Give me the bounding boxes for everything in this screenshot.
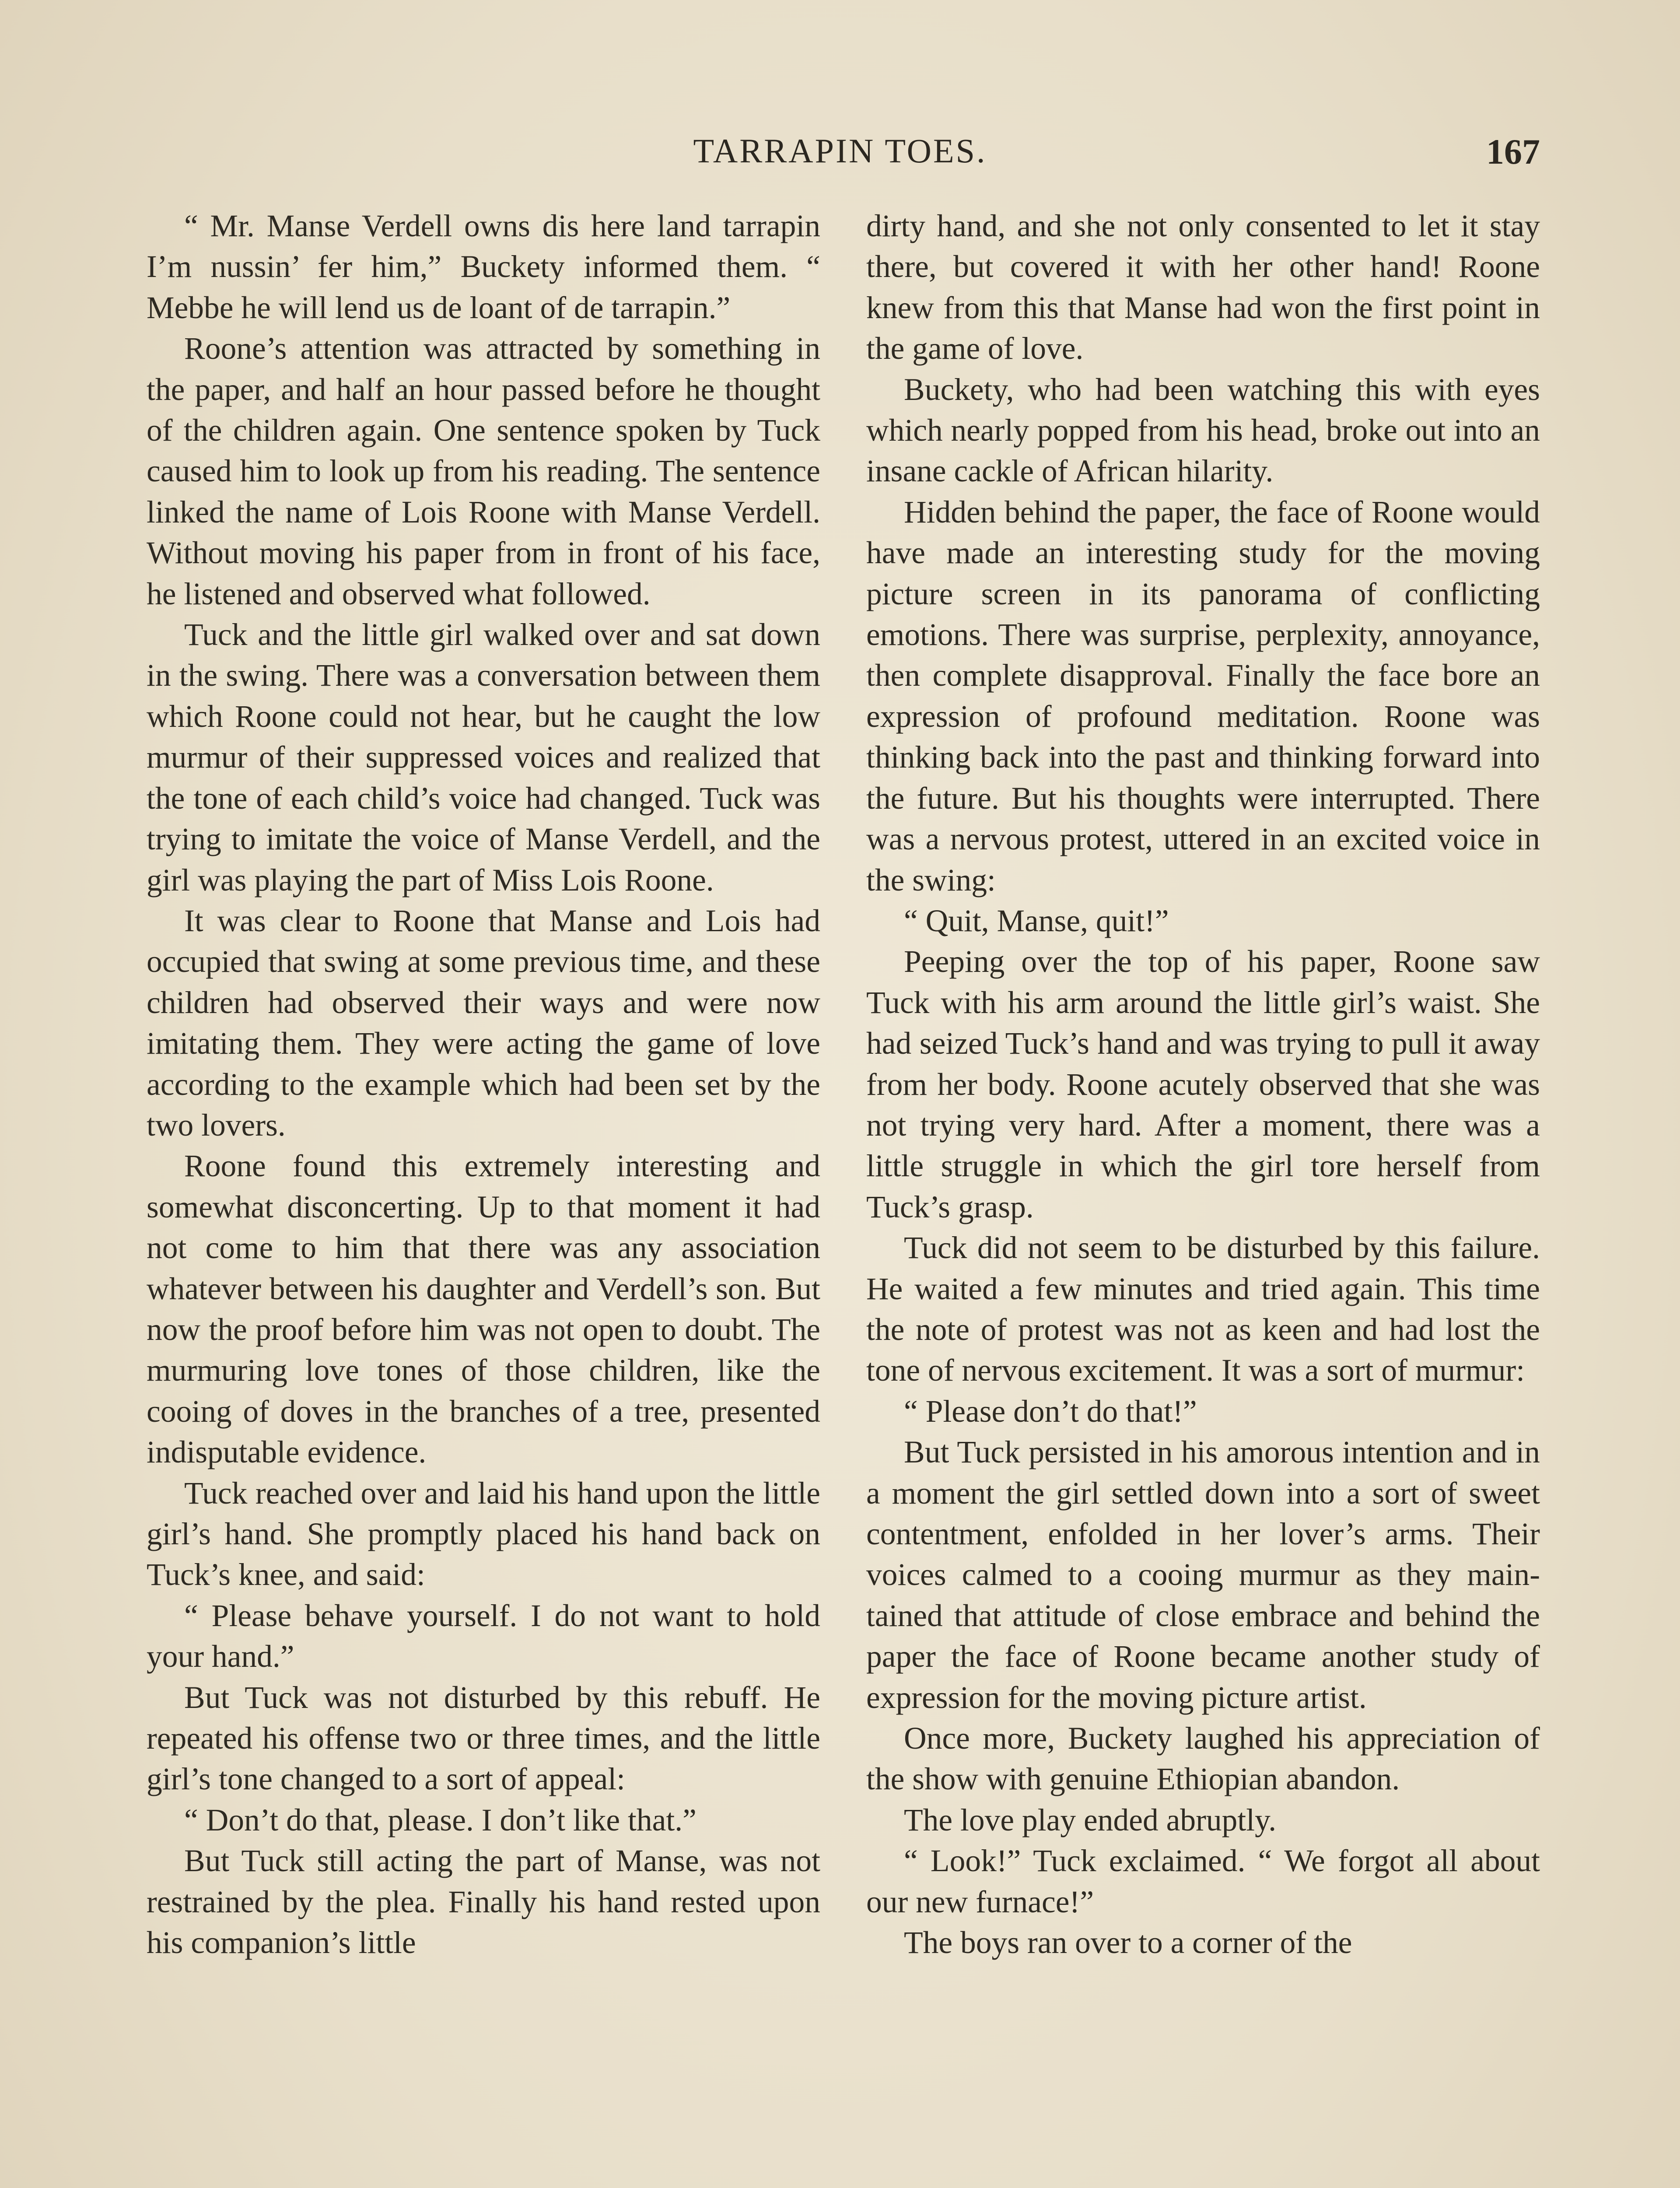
paragraph: “ Quit, Manse, quit!” bbox=[904, 903, 1169, 938]
paragraph: But Tuck still acting the part of Manse, was not restrained by the plea. Finally his hand rested upon his companion’s little bbox=[147, 1844, 820, 1960]
paragraph: The love play ended abruptly. bbox=[904, 1802, 1277, 1837]
paragraph: Peeping over the top of his paper, Roone saw Tuck with his arm around the little girl’s waist. She had seized Tuck’s hand and was trying to pull it away from her body. Roone acutely observed that she was not trying very hard. After a moment, there was a little struggle in which the girl tore herself from Tuck’s grasp. bbox=[866, 944, 1540, 1224]
paragraph: Tuck did not seem to be disturbed by this failure. He waited a few minutes and tried again. This time the note of protest was not as keen and had lost the tone of nervous excitement. It was a sort of murmur: bbox=[866, 1231, 1540, 1388]
paragraph: Tuck and the little girl walked over and sat down in the swing. There was a conversation between them which Roone could not hear, but he caught the low murmur of their suppressed voices and realized that the tone of each child’s voice had changed. Tuck was trying to imitate the voice of Manse Verdell, and the girl was playing the part of Miss Lois Roone. bbox=[147, 617, 820, 898]
paragraph: Roone found this extremely interesting and somewhat disconcerting. Up to that moment it had not come to him that there was any association whatever between his daughter and Verdell’s son. But now the proof before him was not open to doubt. The murmuring love tones of those children, like the cooing of doves in the branches of a tree, presented indisputable evidence. bbox=[147, 1149, 820, 1470]
paragraph: Buckety, who had been watching this with eyes which nearly popped from his head, broke out into an insane cackle of African hilarity. bbox=[866, 372, 1540, 489]
paragraph: Roone’s attention was attracted by something in the paper, and half an hour passed before he thought of the children again. One sentence spoken by Tuck caused him to look up from his reading. The sentence linked the name of Lois Roone with Manse Verdell. Without moving his paper from in front of his face, he listened and observed what followed. bbox=[147, 331, 820, 611]
paragraph: “ Don’t do that, please. I don’t like that.” bbox=[184, 1802, 696, 1837]
page-number: 167 bbox=[1486, 132, 1540, 172]
paragraph: Hidden behind the paper, the face of Roone would have made an interesting study for the moving picture screen in its panorama of conflicting emotions. There was surprise, perplexity, annoyance, then complete disapproval. Finally the face bore an expression of profound meditation. Roone was thinking back into the past and thinking forward into the future. But his thoughts were interrupted. There was a nervous protest, uttered in an excited voice in the swing: bbox=[866, 494, 1540, 898]
paragraph: “ Please behave yourself. I do not want to hold your hand.” bbox=[147, 1598, 820, 1674]
right-column bbox=[866, 206, 1540, 1963]
paragraph: “ Look!” Tuck exclaimed. “ We forgot all about our new furnace!” bbox=[866, 1844, 1540, 1919]
paragraph: “ Mr. Manse Verdell owns dis here land tarrapin I’m nussin’ fer him,” Buckety informed them. “ Mebbe he will lend us de loant of de tarrapin.” bbox=[147, 209, 820, 325]
paragraph: But Tuck was not disturbed by this rebuff. He repeated his offense two or three times, and the little girl’s tone changed to a sort of appeal: bbox=[147, 1680, 820, 1797]
paragraph: It was clear to Roone that Manse and Lois had occupied that swing at some previous time, and these children had observed their ways and were now imitating them. They were acting the game of love according to the example which had been set by the two lovers. bbox=[147, 903, 820, 1143]
left-column bbox=[147, 206, 820, 1963]
paragraph: “ Please don’t do that!” bbox=[904, 1394, 1197, 1429]
paragraph: But Tuck persisted in his amorous intention and in a moment the girl settled down into a sort of sweet contentment, enfolded in her lover’s arms. Their voices calmed to a cooing murmur as they maintained that attitude of close embrace and behind the paper the face of Roone became another study of expression for the moving picture artist. bbox=[866, 1435, 1540, 1715]
page-header bbox=[140, 131, 1540, 188]
paragraph: Tuck reached over and laid his hand upon the little girl’s hand. She promptly placed his hand back on Tuck’s knee, and said: bbox=[147, 1476, 820, 1592]
running-title: TARRAPIN TOES. bbox=[693, 132, 987, 170]
paragraph-continued: dirty hand, and she not only consented to let it stay there, but covered it with her other hand! Roone knew from this that Manse had won the first point in the game of love. bbox=[866, 209, 1540, 366]
paragraph: The boys ran over to a corner of the bbox=[904, 1925, 1352, 1960]
paragraph: Once more, Buckety laughed his appreciation of the show with genuine Ethiopian abandon. bbox=[866, 1721, 1540, 1797]
